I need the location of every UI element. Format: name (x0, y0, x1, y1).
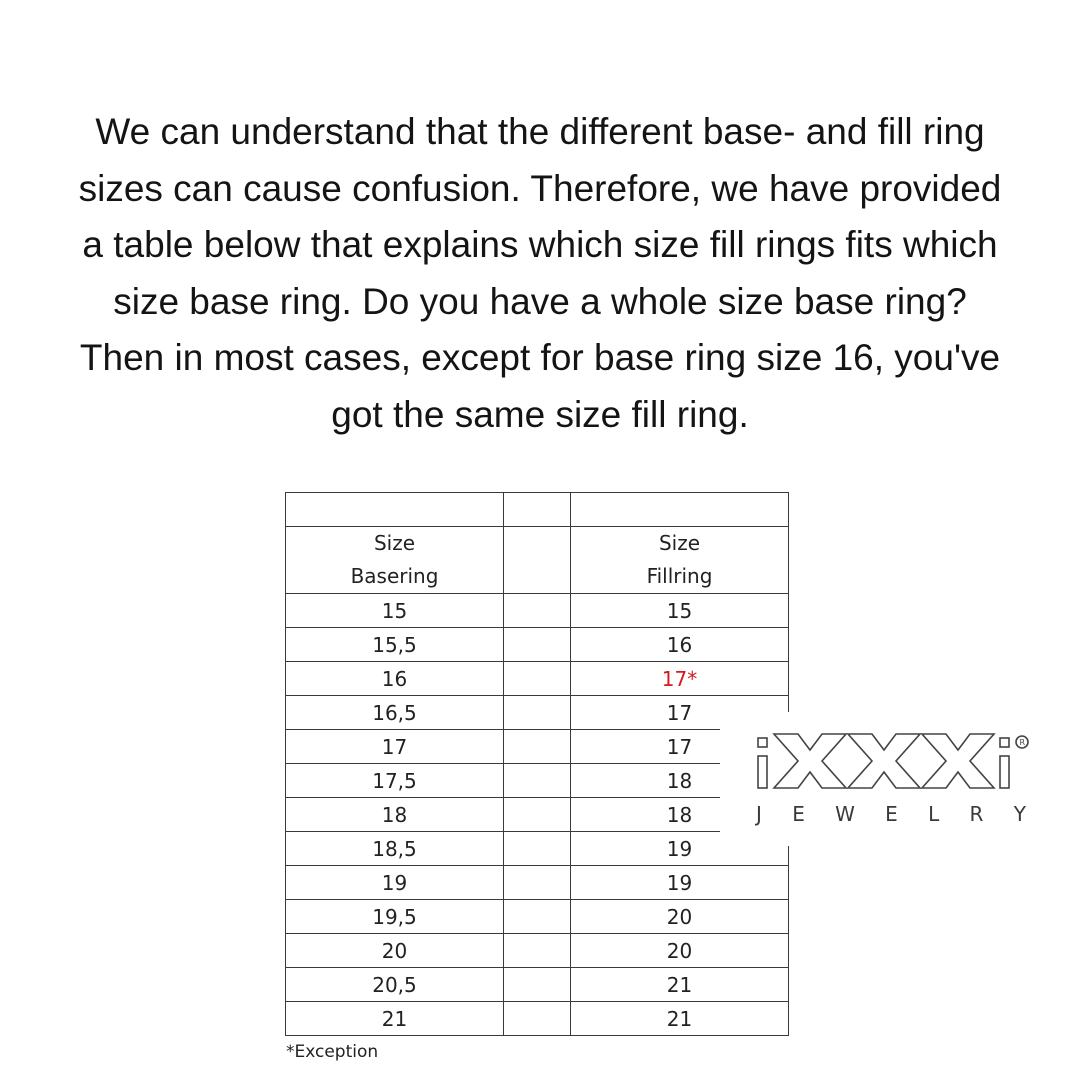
fill-size-cell: 20 (571, 934, 789, 968)
base-size-cell: 19,5 (286, 900, 504, 934)
table-row (286, 628, 789, 662)
header-fill-line1: Size (658, 531, 701, 555)
fill-size-cell: 16 (571, 628, 789, 662)
base-size-cell: 18 (286, 798, 504, 832)
logo-wordmark-graphic (752, 730, 1032, 790)
base-size-cell: 16,5 (286, 696, 504, 730)
table-cell-empty (504, 900, 571, 934)
base-size-cell: 17 (286, 730, 504, 764)
fill-size-cell: 15 (571, 594, 789, 628)
logo-subtitle-letter: L (928, 802, 940, 826)
intro-paragraph: We can understand that the different base- and fill ring sizes can cause confusion. Therefore, we have provided a table below that explains which size fill rings fits which size base ring. Do you have a whole size base ring? Then in most cases, except for base ring size 16, you've got the same size fill ring. (78, 111, 1002, 435)
table-row (286, 662, 789, 696)
fill-size-cell: 18 (571, 798, 789, 832)
table-row (286, 1002, 789, 1036)
fill-size-cell: 21 (571, 968, 789, 1002)
fill-size-cell: 17 (571, 696, 789, 730)
table-cell-empty (504, 1002, 571, 1036)
logo-subtitle-letter: R (969, 802, 984, 826)
table-row (286, 968, 789, 1002)
base-size-cell: 16 (286, 662, 504, 696)
table-row (286, 764, 789, 798)
base-size-cell: 20,5 (286, 968, 504, 1002)
table-row (286, 934, 789, 968)
fill-size-cell: 18 (571, 764, 789, 798)
table-cell-empty (504, 764, 571, 798)
base-size-cell: 20 (286, 934, 504, 968)
logo-stem-left (758, 756, 767, 788)
table-cell-empty (504, 696, 571, 730)
header-fill-line2: Fillring (646, 564, 713, 588)
logo-x-3 (922, 734, 994, 788)
table-row (286, 798, 789, 832)
base-size-cell: 21 (286, 1002, 504, 1036)
table-blank-row (286, 493, 789, 527)
logo-subtitle-letter: W (835, 802, 855, 826)
table-cell-empty (504, 968, 571, 1002)
table-cell-empty (286, 493, 504, 527)
table-cell-empty (504, 866, 571, 900)
header-fill-size (571, 527, 789, 594)
logo-x-1 (774, 734, 846, 788)
table-cell-empty (504, 662, 571, 696)
table-row (286, 730, 789, 764)
logo-subtitle-letter: Y (1013, 802, 1026, 826)
header-base-line2: Basering (350, 564, 439, 588)
fill-size-cell: 20 (571, 900, 789, 934)
fill-size-cell: 19 (571, 866, 789, 900)
size-rows (286, 594, 789, 1036)
table-header-row (286, 527, 789, 594)
logo-subtitle (756, 802, 1026, 826)
header-base-size (286, 527, 504, 594)
fill-size-cell: 17 (571, 730, 789, 764)
logo-stem-right (1000, 756, 1009, 788)
fill-size-cell: 19 (571, 832, 789, 866)
table-cell-empty (571, 493, 789, 527)
exception-footnote: *Exception (286, 1042, 379, 1062)
table-cell-empty (504, 798, 571, 832)
table-cell-empty (504, 934, 571, 968)
ring-size-table (285, 492, 789, 1036)
table-cell-empty (504, 493, 571, 527)
table-cell-empty (504, 594, 571, 628)
brand-logo (752, 730, 1032, 834)
table-row (286, 832, 789, 866)
table-row (286, 594, 789, 628)
base-size-cell: 18,5 (286, 832, 504, 866)
table-cell-empty (504, 832, 571, 866)
table-cell-empty (504, 527, 571, 594)
logo-wordmark-text: R (1019, 738, 1026, 747)
logo-subtitle-letter: E (792, 802, 805, 826)
logo-subtitle-letter: E (885, 802, 898, 826)
logo-subtitle-letter: J (756, 802, 762, 826)
logo-x-2 (848, 734, 920, 788)
table-row (286, 696, 789, 730)
table-cell-empty (504, 628, 571, 662)
base-size-cell: 17,5 (286, 764, 504, 798)
base-size-cell: 19 (286, 866, 504, 900)
base-size-cell: 15 (286, 594, 504, 628)
base-size-cell: 15,5 (286, 628, 504, 662)
fill-size-cell: 17* (571, 662, 789, 696)
logo-dot-right (1000, 738, 1009, 747)
header-base-line1: Size (373, 531, 416, 555)
table-cell-empty (504, 730, 571, 764)
logo-dot-left (758, 738, 767, 747)
fill-size-cell: 21 (571, 1002, 789, 1036)
table-row (286, 900, 789, 934)
table-row (286, 866, 789, 900)
